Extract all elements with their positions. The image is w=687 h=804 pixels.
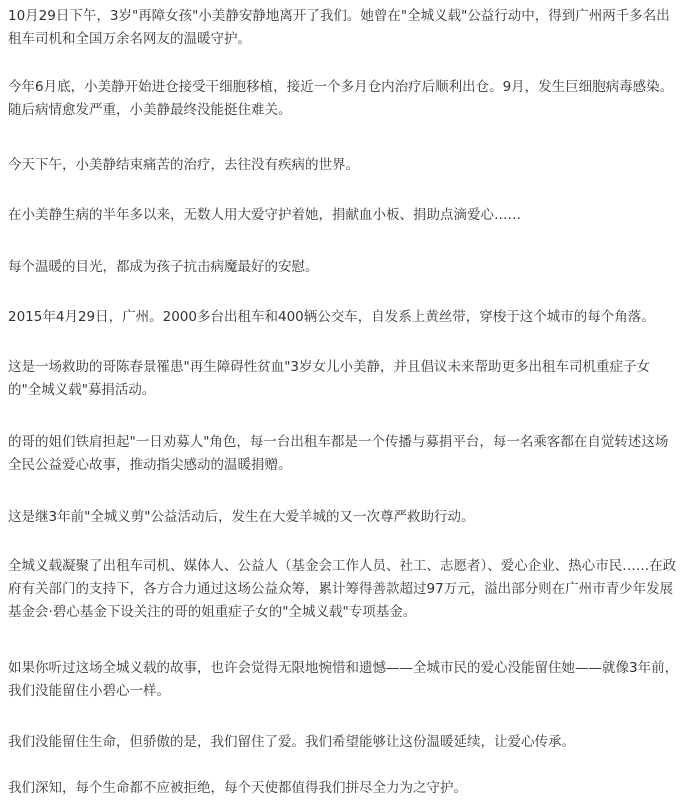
paragraph-4: 在小美静生病的半年多以来，无数人用大爱守护着她，捐献血小板、捐助点滴爱心…… xyxy=(8,207,521,223)
paragraph-9: 这是继3年前"全城义剪"公益活动后，发生在大爱羊城的又一次尊严救助行动。 xyxy=(8,509,475,525)
paragraph-1: 10月29日下午，3岁"再障女孩"小美静安静地离开了我们。她曾在"全城义载"公益行动中，得到广州两千多名出租车司机和全国万余名网友的温暖守护。 xyxy=(8,8,670,47)
paragraph-10: 全城义载凝聚了出租车司机、媒体人、公益人（基金会工作人员、社工、志愿者）、爱心企业、热心市民……在政府有关部门的支持下，各方合力通过这场公益众筹，累计筹得善款超过97万元，溢出部分则在广州市青少年发展基金会·碧心基金下设关注的哥的姐重症子女的"全城义载"专项基金。 xyxy=(8,558,677,620)
paragraph-13: 我们深知，每个生命都不应被拒绝，每个天使都值得我们拼尽全力为之守护。 xyxy=(8,780,467,796)
paragraph-2: 今年6月底，小美静开始进仓接受干细胞移植，接近一个多月仓内治疗后顺利出仓。9月，发生巨细胞病毒感染。随后病情愈发严重，小美静最终没能挺住难关。 xyxy=(8,79,674,118)
paragraph-7: 这是一场救助的哥陈春景罹患"再生障碍性贫血"3岁女儿小美静，并且倡议未来帮助更多出租车司机重症子女的"全城义载"募捐活动。 xyxy=(8,359,651,398)
paragraph-3: 今天下午，小美静结束痛苦的治疗，去往没有疾病的世界。 xyxy=(8,157,359,173)
paragraph-5: 每个温暖的目光，都成为孩子抗击病魔最好的安慰。 xyxy=(8,259,319,275)
paragraph-11: 如果你听过这场全城义载的故事，也许会觉得无限地惋惜和遗憾——全城市民的爱心没能留住她——就像3年前，我们没能留住小碧心一样。 xyxy=(8,660,679,699)
paragraph-12: 我们没能留住生命，但骄傲的是，我们留住了爱。我们希望能够让这份温暖延续，让爱心传承。 xyxy=(8,734,575,750)
paragraph-8: 的哥的姐们铁肩担起"一日劝募人"角色，每一台出租车都是一个传播与募捐平台，每一名乘客都在自觉转述这场全民公益爱心故事，推动指尖感动的温暖捐赠。 xyxy=(8,434,669,473)
paragraph-6: 2015年4月29日，广州。2000多台出租车和400辆公交车，自发系上黄丝带，穿梭于这个城市的每个角落。 xyxy=(8,309,655,325)
